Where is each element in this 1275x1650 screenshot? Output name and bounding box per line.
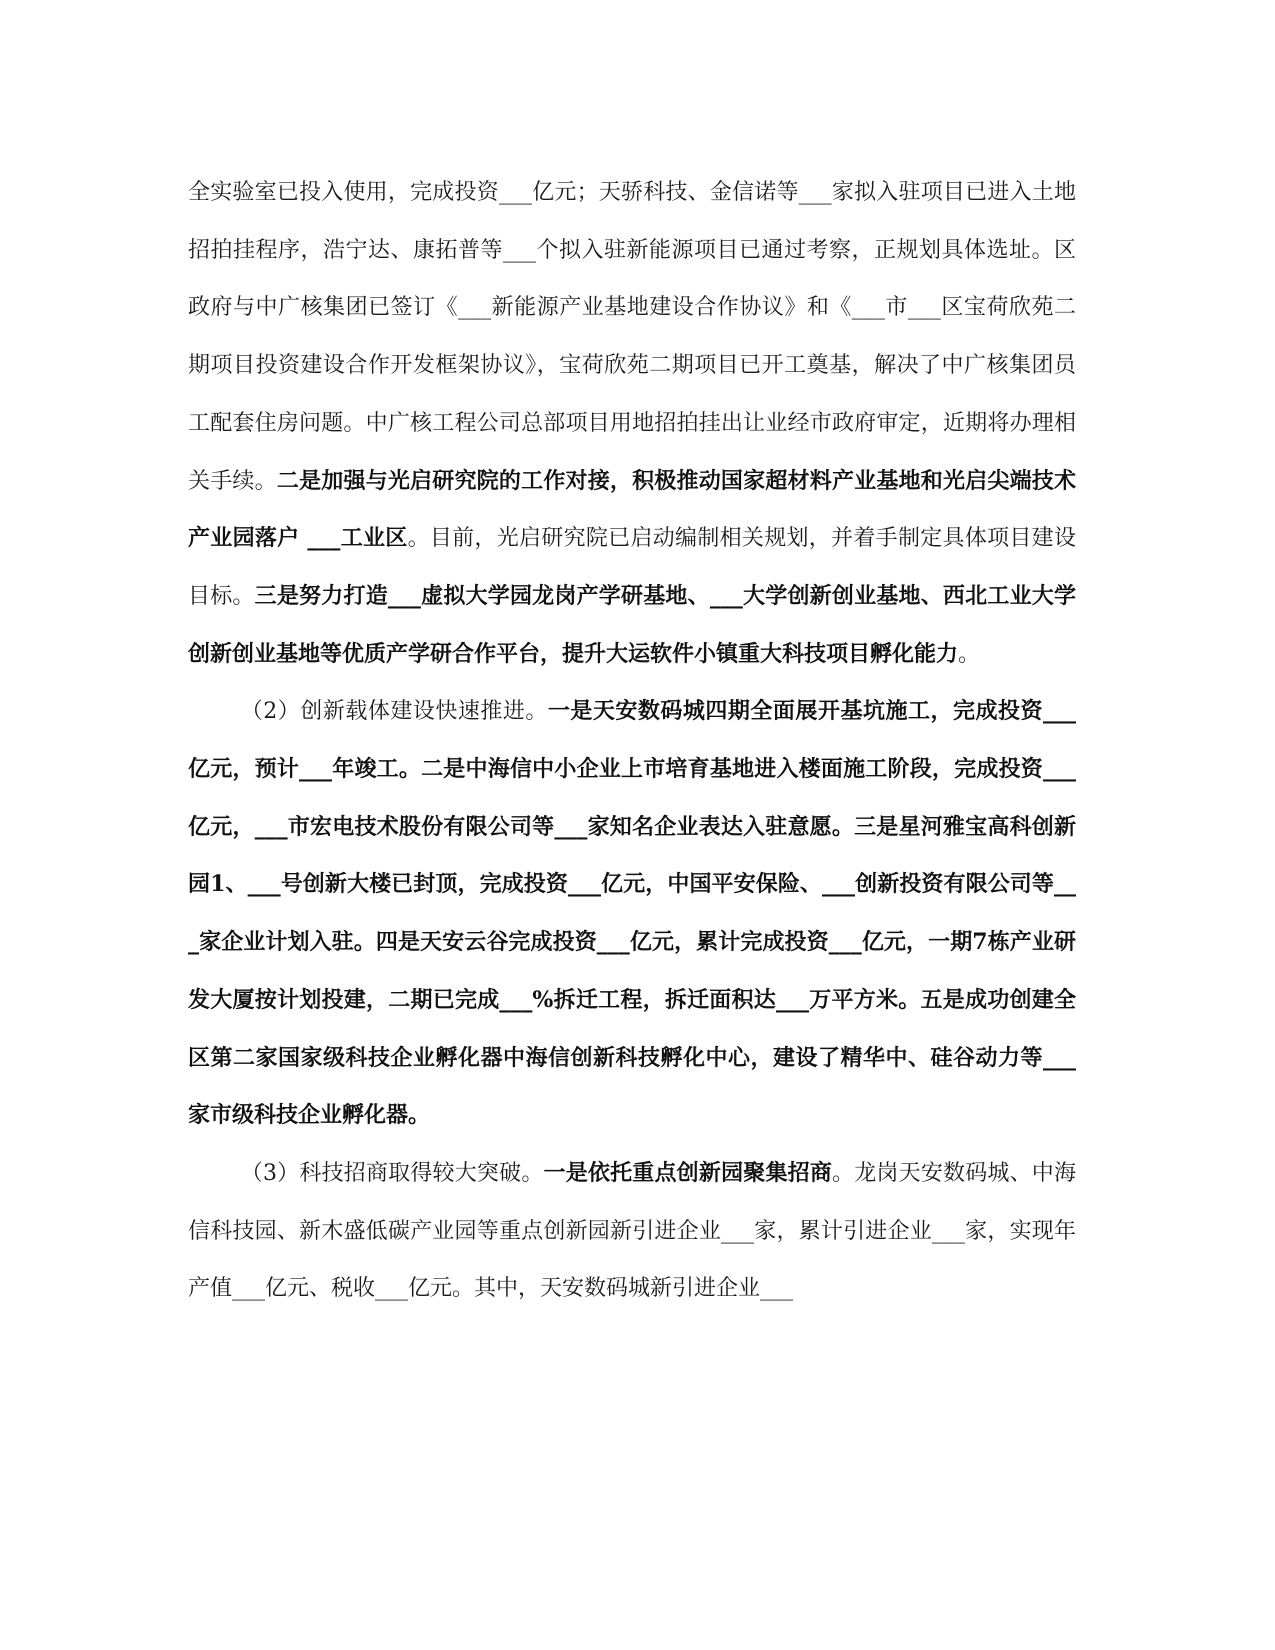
text-run: 全实验室已投入使用，完成投资___亿元；天骄科技、金信诺等___家拟入驻项目已进入土地招拍挂程序，浩宁达、康拓普等___个拟入驻新能源项目已通过考察，正规划具体选址。区政府与中广核集团已签订《___新能源产业基地建设合作协议》和《___市___区宝荷欣苑二期项目投资建设合作开发框架协议》，宝荷欣苑二期项目已开工奠基，解决了中广核集团员工配套住房问题。中广核工程公司总部项目用地招拍挂出让业经市政府审定，近期将办理相关手续。 <box>188 180 1076 494</box>
paragraph-3 <box>188 1145 1076 1318</box>
text-run: （2）创新载体建设快速推进。 <box>240 699 548 725</box>
bold-text-run: 三是努力打造___虚拟大学园龙岗产学研基地、___大学创新创业基地、西北工业大学创新创业基地等优质产学研合作平台，提升大运软件小镇重大科技项目孵化能力 <box>188 582 1076 667</box>
paragraph-1 <box>188 164 1076 683</box>
paragraph-2 <box>188 683 1076 1145</box>
text-run: 。龙岗天安数码城、中海信科技园、新木盛低碳产业园等重点创新园新引进企业___家，累计引进企业___家，实现年产值___亿元、税收___亿元。其中，天安数码城新引进企业___ <box>188 1160 1076 1302</box>
text-run: （3）科技招商取得较大突破。 <box>240 1160 544 1186</box>
bold-text-run: 一是天安数码城四期全面展开基坑施工，完成投资___亿元，预计___年竣工。二是中海信中小企业上市培育基地进入楼面施工阶段，完成投资___亿元，___市宏电技术股份有限公司等___家知名企业表达入驻意愿。三是星河雅宝高科创新园1、___号创新大楼已封顶，完成投资___亿元，中国平安保险、___创新投资有限公司等___家企业计划入驻。四是天安云谷完成投资___亿元，累计完成投资___亿元，一期7栋产业研发大厦按计划投建，二期已完成___%拆迁工程，拆迁面积达___万平方米。五是成功创建全区第二家国家级科技企业孵化器中海信创新科技孵化中心，建设了精华中、硅谷动力等___家市级科技企业孵化器。 <box>188 698 1076 1129</box>
document-body <box>188 164 1076 1318</box>
bold-text-run: 一是依托重点创新园聚集招商 <box>543 1159 833 1186</box>
text-run: 。目前，光启研究院已启动编制相关规划，并着手制定具体项目建设目标。 <box>188 526 1076 609</box>
text-run: 。 <box>958 641 981 667</box>
bold-text-run: 二是加强与光启研究院的工作对接，积极推动国家超材料产业基地和光启尖端技术产业园落户 ___工业区 <box>188 467 1076 552</box>
